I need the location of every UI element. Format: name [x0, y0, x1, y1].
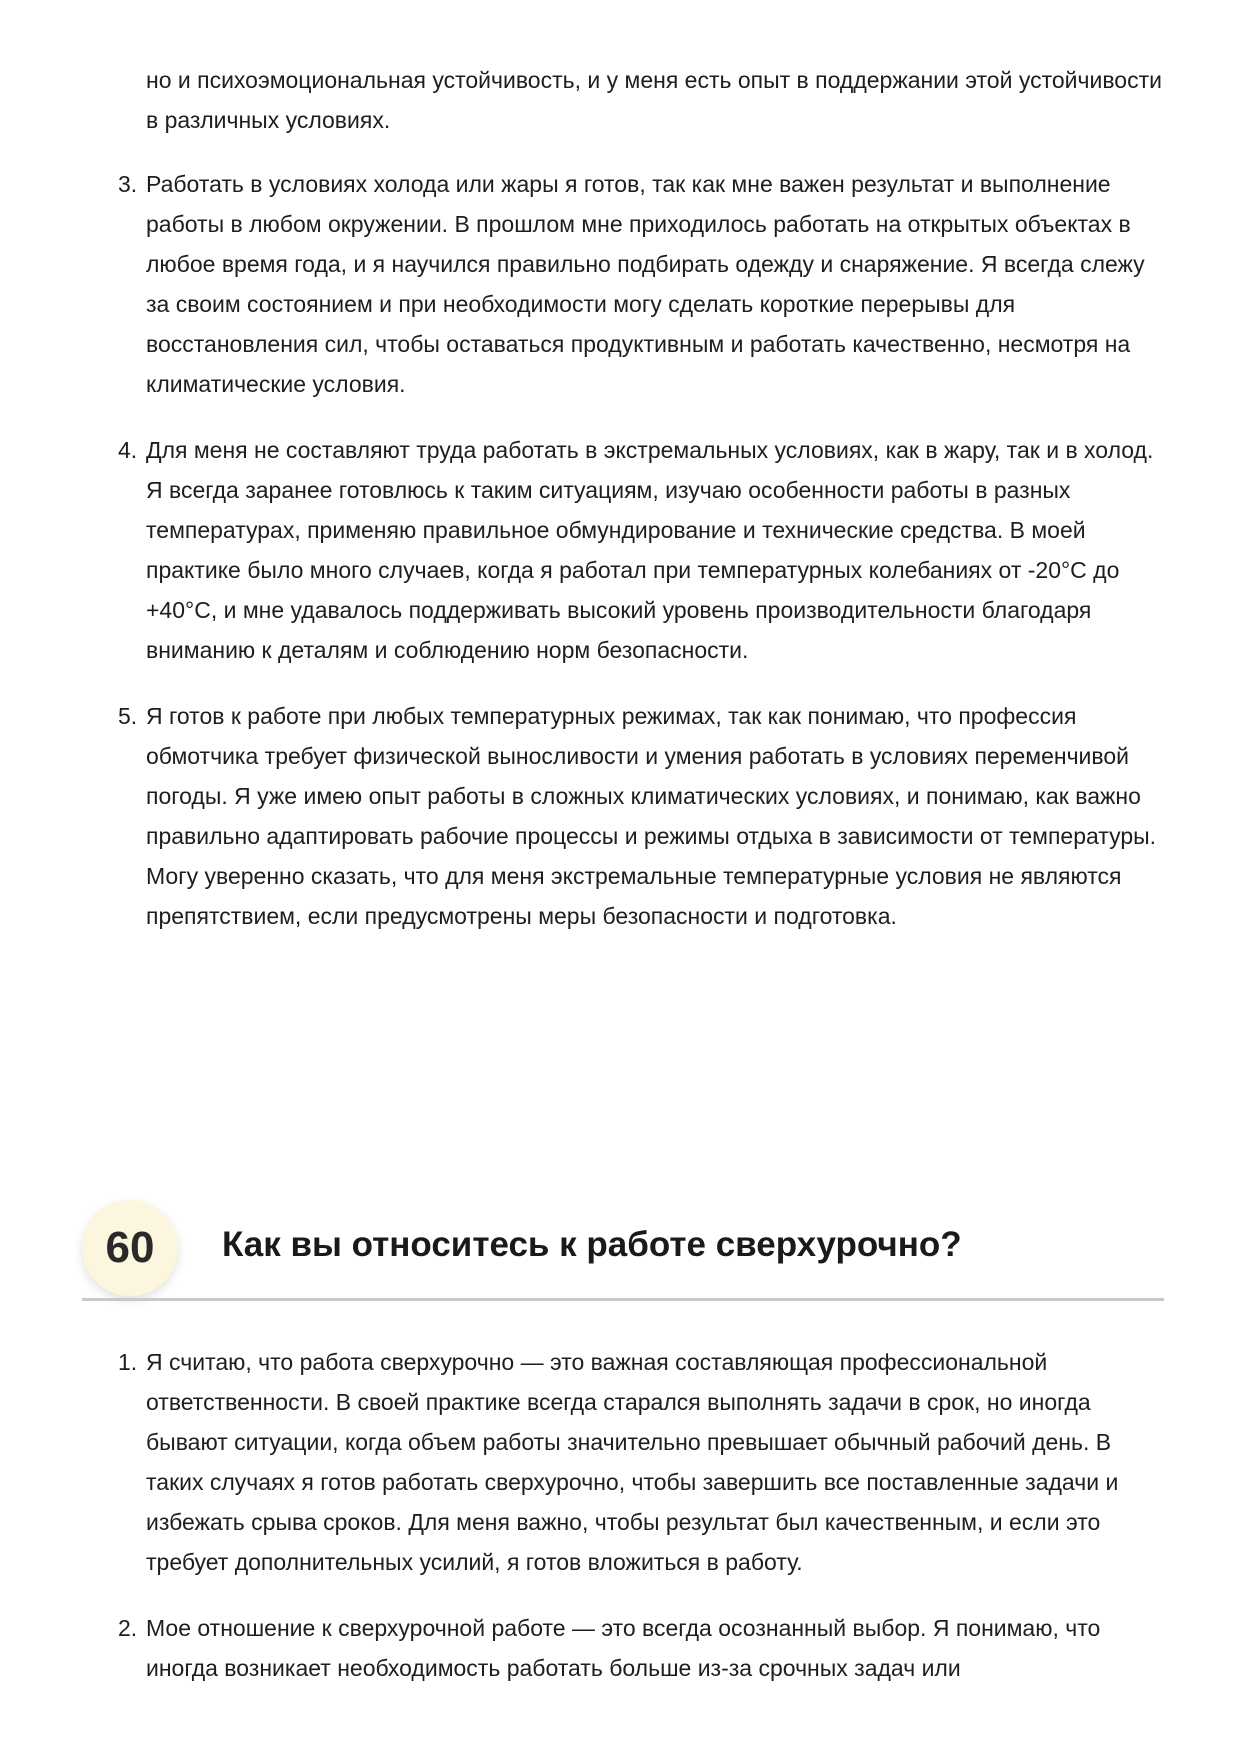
list-item-text: Я готов к работе при любых температурных режимах, так как понимаю, что профессия обмотчика требует физической выносливости и умения работать в условиях переменчивой погоды. Я уже имею опыт работы в сложных климатических условиях, и понимаю, как важно правильно адаптировать рабочие процессы и режимы отдыха в зависимости от температуры. Могу уверенно сказать, что для меня экстремальные температурные условия не являются препятствием, если предусмотрены меры безопасности и подготовка. [146, 703, 1157, 929]
list-item [118, 1342, 1168, 1582]
answer-list [118, 1342, 1168, 1714]
list-item [118, 1608, 1168, 1688]
list-item-number: 1. [118, 1349, 138, 1375]
list-item [118, 164, 1168, 404]
list-item-text: Для меня не составляют труда работать в экстремальных условиях, как в жару, так и в холод. Я всегда заранее готовлюсь к таким ситуациям, изучаю особенности работы в разных температурах, применяю правильное обмундирование и технические средства. В моей практике было много случаев, когда я работал при температурных колебаниях от -20°C до +40°C, и мне удавалось поддерживать высокий уровень производительности благодаря вниманию к деталям и соблюдению норм безопасности. [146, 437, 1154, 663]
header-divider [82, 1298, 1164, 1301]
list-item [118, 696, 1168, 936]
previous-answer-list [118, 164, 1168, 962]
continued-paragraph: но и психоэмоциональная устойчивость, и у меня есть опыт в поддержании этой устойчивости в различных условиях. [146, 67, 1162, 133]
list-item-number: 3. [118, 171, 138, 197]
list-item-text: Работать в условиях холода или жары я готов, так как мне важен результат и выполнение работы в любом окружении. В прошлом мне приходилось работать на открытых объектах в любое время года, и я научился правильно подбирать одежду и снаряжение. Я всегда слежу за своим состоянием и при необходимости могу сделать короткие перерывы для восстановления сил, чтобы оставаться продуктивным и работать качественно, несмотря на климатические условия. [146, 171, 1145, 397]
list-item-number: 4. [118, 437, 138, 463]
question-number-badge: 60 [82, 1200, 178, 1296]
question-title: Как вы относитесь к работе сверхурочно? [222, 1225, 962, 1264]
list-item [118, 430, 1168, 670]
list-item-text: Мое отношение к сверхурочной работе — это всегда осознанный выбор. Я понимаю, что иногда возникает необходимость работать больше из-за срочных задач или [146, 1615, 1101, 1681]
list-item-number: 5. [118, 703, 138, 729]
list-item-text: Я считаю, что работа сверхурочно — это важная составляющая профессиональной ответственности. В своей практике всегда старался выполнять задачи в срок, но иногда бывают ситуации, когда объем работы значительно превышает обычный рабочий день. В таких случаях я готов работать сверхурочно, чтобы завершить все поставленные задачи и избежать срыва сроков. Для меня важно, чтобы результат был качественным, и если это требует дополнительных усилий, я готов вложиться в работу. [146, 1349, 1119, 1575]
list-item-number: 2. [118, 1615, 138, 1641]
question-header [82, 1190, 1164, 1300]
